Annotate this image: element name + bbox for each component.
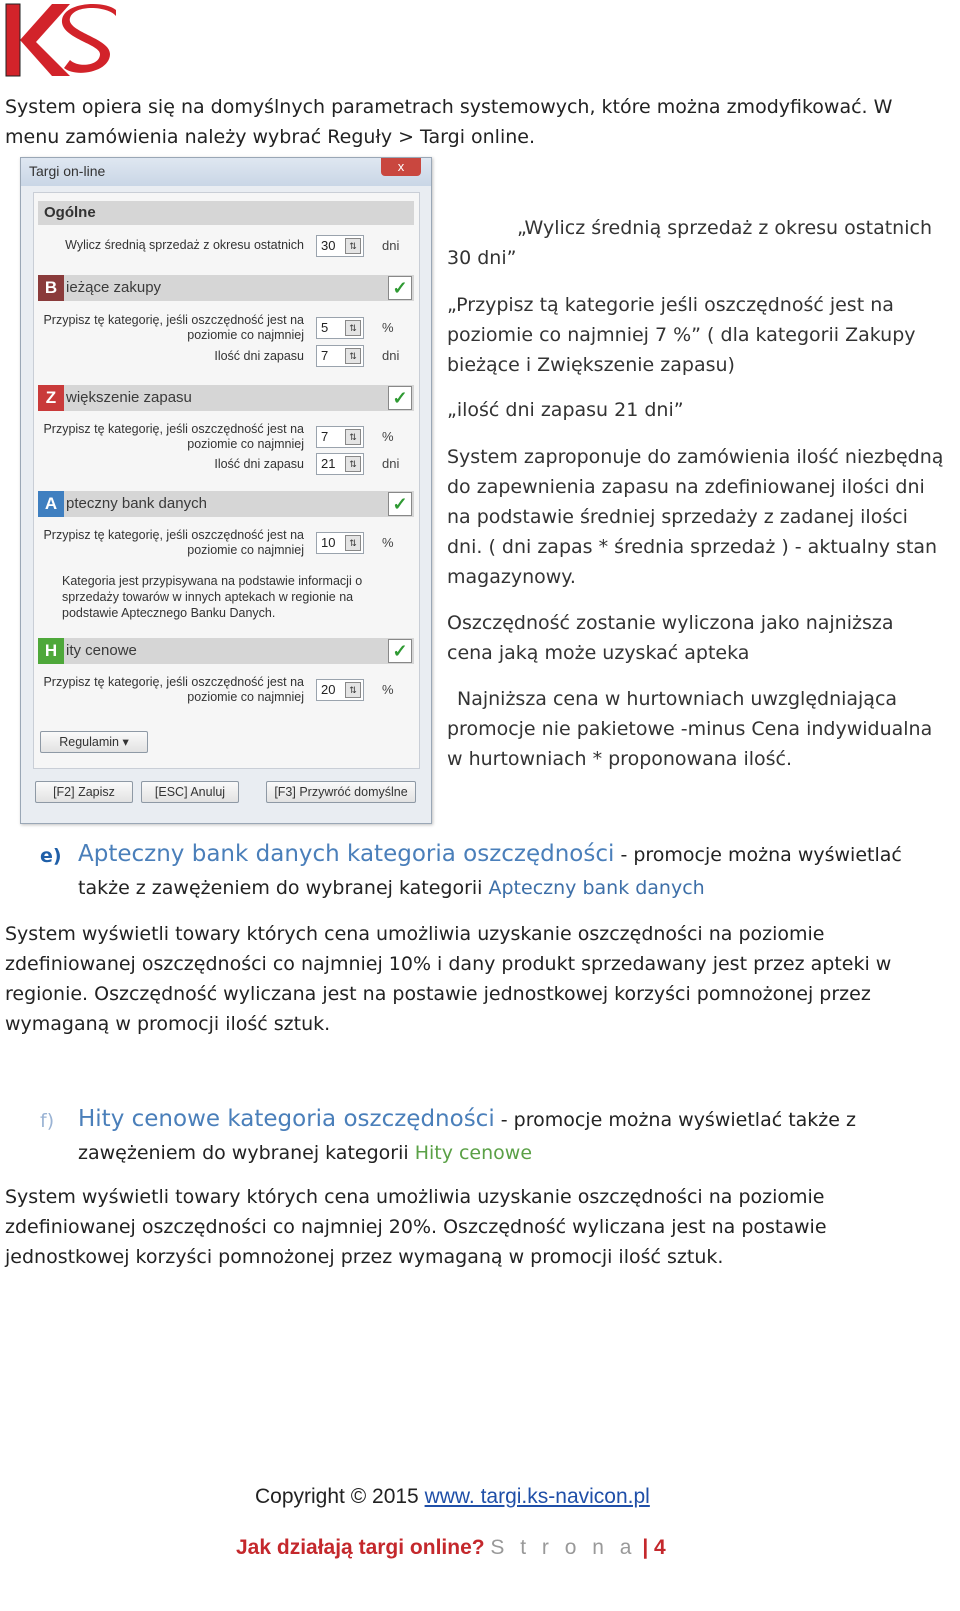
spinner-arrows-icon: ⇅ bbox=[345, 320, 361, 336]
category-letter: H bbox=[38, 638, 64, 664]
average-period-label: Wylicz średnią sprzedaż z okresu ostatnich bbox=[65, 238, 304, 252]
explanation-stock-days: „ilość dni zapasu 21 dni” bbox=[447, 399, 684, 421]
spinner-arrows-icon: ⇅ bbox=[345, 682, 361, 698]
category-name: ieżące zakupy bbox=[66, 279, 162, 296]
category-biezace-zakupy bbox=[38, 275, 414, 301]
copyright-line bbox=[255, 1485, 650, 1509]
spinner-arrows-icon: ⇅ bbox=[345, 456, 361, 472]
spinner-arrows-icon: ⇅ bbox=[345, 429, 361, 445]
footer-page-number: | 4 bbox=[642, 1536, 666, 1559]
spinner-arrows-icon: ⇅ bbox=[345, 348, 361, 364]
threshold-spinner[interactable]: 10 ⇅ bbox=[316, 532, 364, 554]
general-header-label: Ogólne bbox=[44, 204, 96, 221]
stock-days-label: Ilość dni zapasu bbox=[214, 349, 304, 363]
stock-days-spinner[interactable]: 21 ⇅ bbox=[316, 453, 364, 475]
section-e-description: - promocje można wyświetlać także z zawężeniem do wybranej kategorii bbox=[78, 844, 902, 899]
section-e-heading: Apteczny bank danych kategoria oszczędności bbox=[78, 841, 615, 867]
explanation-average-period: „Wylicz średnią sprzedaż z okresu ostatnich 30 dni” bbox=[447, 217, 932, 269]
category-name: ity cenowe bbox=[66, 642, 137, 659]
category-note: Kategoria jest przypisywana na podstawie informacji o sprzedaży towarów w innych aptekach w regionie na podstawie Aptecznego Banku Danych. bbox=[62, 574, 363, 620]
threshold-unit: % bbox=[382, 535, 394, 550]
category-checkbox[interactable]: ✓ bbox=[388, 639, 412, 663]
average-period-spinner[interactable]: 30 ⇅ bbox=[316, 235, 364, 257]
intro-text: System opiera się na domyślnych parametrach systemowych, które można zmodyfikować. W menu zamówienia należy wybrać Reguły > Targi online. bbox=[5, 96, 893, 148]
threshold-unit: % bbox=[382, 320, 394, 335]
dialog-title: Targi on-line bbox=[29, 163, 106, 179]
section-f-paragraph: System wyświetli towary których cena umożliwia uzyskanie oszczędności na poziomie zdefiniowanej oszczędności co najmniej 20%. Oszczędność wyliczana jest na postawie jednostkowej korzyści pomnożonej przez wymaganą w promocji ilość sztuk. bbox=[5, 1186, 827, 1268]
stock-days-unit: dni bbox=[382, 456, 400, 471]
section-f-heading: Hity cenowe kategoria oszczędności bbox=[78, 1106, 495, 1132]
section-f-heading-block bbox=[78, 1103, 948, 1170]
category-letter: Z bbox=[38, 385, 64, 411]
threshold-spinner[interactable]: 20 ⇅ bbox=[316, 679, 364, 701]
website-link[interactable]: www. targi.ks-navicon.pl bbox=[424, 1485, 650, 1508]
explanation-savings: Oszczędność zostanie wyliczona jako najniższa cena jaką może uzyskać apteka bbox=[447, 612, 894, 664]
threshold-spinner[interactable]: 5 ⇅ bbox=[316, 317, 364, 339]
stock-days-unit: dni bbox=[382, 348, 400, 363]
stock-days-label: Ilość dni zapasu bbox=[214, 457, 304, 471]
category-checkbox[interactable]: ✓ bbox=[388, 386, 412, 410]
average-period-unit: dni bbox=[382, 238, 400, 253]
copyright-text: Copyright © 2015 bbox=[255, 1485, 419, 1508]
dialog-titlebar bbox=[21, 158, 431, 186]
ks-logo bbox=[4, 2, 120, 80]
category-name: większenie zapasu bbox=[66, 389, 192, 406]
category-hity-cenowe bbox=[38, 638, 414, 664]
category-checkbox[interactable]: ✓ bbox=[388, 276, 412, 300]
spinner-arrows-icon: ⇅ bbox=[345, 238, 361, 254]
section-f-letter: f) bbox=[40, 1110, 55, 1132]
category-letter: A bbox=[38, 491, 64, 517]
category-checkbox[interactable]: ✓ bbox=[388, 492, 412, 516]
cancel-button[interactable]: [ESC] Anuluj bbox=[141, 781, 239, 803]
footer-title: Jak działają targi online? bbox=[236, 1536, 485, 1559]
restore-defaults-button[interactable]: [F3] Przywróć domyślne bbox=[266, 781, 416, 803]
section-e-letter: e) bbox=[40, 845, 62, 867]
footer-strona: S t r o n a bbox=[490, 1536, 637, 1559]
close-icon[interactable]: x bbox=[381, 158, 421, 176]
section-e-category-link: Apteczny bank danych bbox=[488, 877, 705, 899]
section-f-description: - promocje można wyświetlać także z zawężeniem do wybranej kategorii bbox=[78, 1109, 856, 1164]
section-e-heading-block bbox=[78, 838, 948, 905]
threshold-label: Przypisz tę kategorię, jeśli oszczędność jest na poziomie co najmniej bbox=[43, 675, 304, 704]
save-button[interactable]: [F2] Zapisz bbox=[35, 781, 133, 803]
category-apteczny-bank-danych bbox=[38, 491, 414, 517]
explanation-threshold: „Przypisz tą kategorie jeśli oszczędność jest na poziomie co najmniej 7 %” ( dla kategorii Zakupy bieżące i Zwiększenie zapasu) bbox=[447, 294, 916, 376]
section-f-category-link: Hity cenowe bbox=[414, 1142, 533, 1164]
category-letter: B bbox=[38, 275, 64, 301]
general-section-header bbox=[38, 201, 414, 225]
threshold-spinner[interactable]: 7 ⇅ bbox=[316, 426, 364, 448]
explanation-proposed-quantity: System zaproponuje do zamówienia ilość niezbędną do zapewnienia zapasu na zdefiniowanej ilości dni na podstawie średniej sprzedaży z zadanej ilości dni. ( dni zapas * średnia sprzedaż ) - aktualny stan magazynowy. bbox=[447, 446, 944, 588]
page-footer bbox=[236, 1536, 666, 1560]
threshold-unit: % bbox=[382, 429, 394, 444]
category-zwiekszenie-zapasu bbox=[38, 385, 414, 411]
stock-days-spinner[interactable]: 7 ⇅ bbox=[316, 345, 364, 367]
targi-online-dialog bbox=[20, 157, 432, 824]
dialog-body bbox=[33, 192, 420, 769]
spinner-arrows-icon: ⇅ bbox=[345, 535, 361, 551]
threshold-label: Przypisz tę kategorię, jeśli oszczędność jest na poziomie co najmniej bbox=[43, 528, 304, 557]
threshold-label: Przypisz tę kategorię, jeśli oszczędność jest na poziomie co najmniej bbox=[43, 313, 304, 342]
rules-dropdown-button[interactable]: Regulamin ▾ bbox=[40, 731, 148, 753]
threshold-label: Przypisz tę kategorię, jeśli oszczędność jest na poziomie co najmniej bbox=[43, 422, 304, 451]
section-e-paragraph: System wyświetli towary których cena umożliwia uzyskanie oszczędności na poziomie zdefiniowanej oszczędności co najmniej 10% i dany produkt sprzedawany jest przez apteki w regionie. Oszczędność wyliczana jest na postawie jednostkowej korzyści pomnożonej przez wymaganą w promocji ilość sztuk. bbox=[5, 923, 892, 1035]
category-name: pteczny bank danych bbox=[66, 495, 207, 512]
threshold-unit: % bbox=[382, 682, 394, 697]
explanation-lowest-price: Najniższa cena w hurtowniach uwzględniająca promocje nie pakietowe -minus Cena indywidualna w hurtowniach * proponowana ilość. bbox=[447, 688, 933, 770]
